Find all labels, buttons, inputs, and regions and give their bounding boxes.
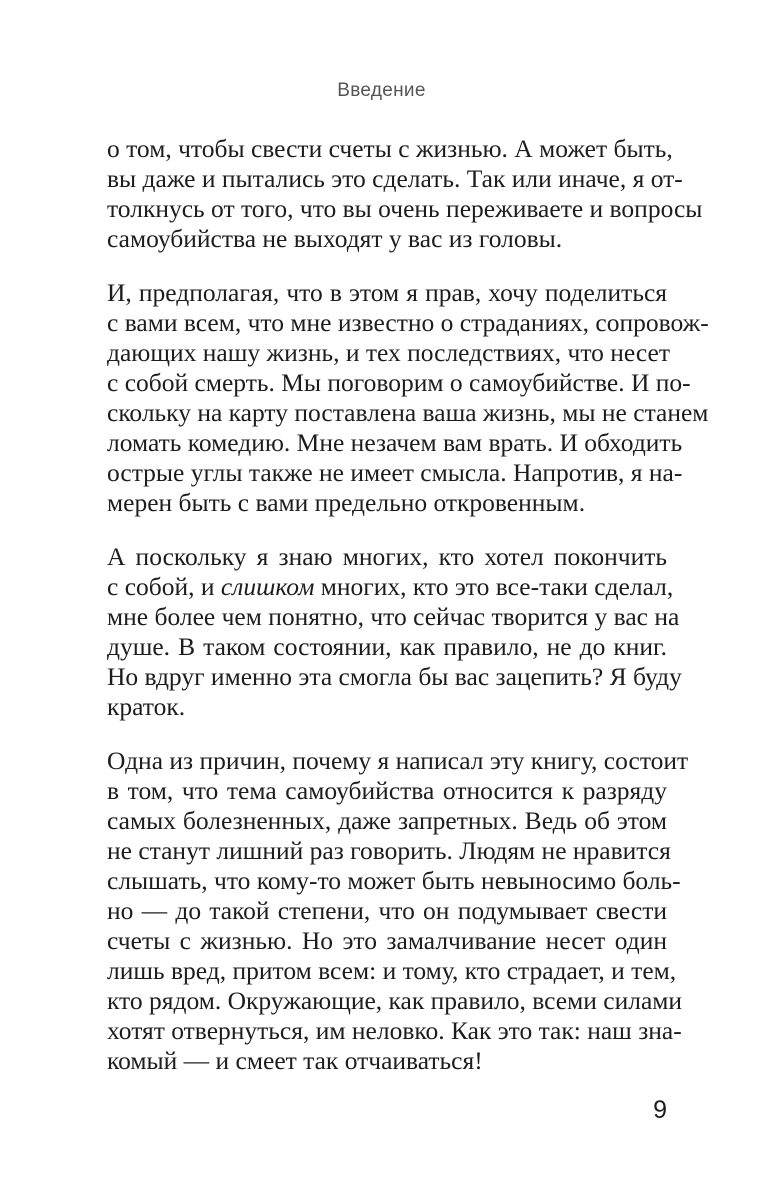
text-line: краток.: [107, 692, 186, 721]
text-line: мерен быть с вами предельно откровенным.: [107, 488, 586, 517]
text-line: не станут лишний раз говорить. Людям не нравится: [107, 836, 671, 865]
text-line: счеты с жизнью. Но это замалчивание несет один: [107, 926, 667, 955]
text-line: И, предполагая, что в этом я прав, хочу поделиться: [107, 278, 667, 307]
text-line: но — до такой степени, что он подумывает свести: [107, 896, 667, 925]
text-line: в том, что тема самоубийства относится к разряду: [107, 776, 667, 805]
text-line: о том, чтобы свести счеты с жизнью. А может быть,: [107, 134, 673, 163]
text-line: дающих нашу жизнь, и тех последствиях, что несет: [107, 338, 670, 367]
emphasis-word: слишком: [220, 572, 315, 601]
text-line: хотят отвернуться, им неловко. Как это так: наш зна-: [107, 1016, 682, 1045]
text-line: лишь вред, притом всем: и тому, кто страдает, и тем,: [107, 956, 677, 985]
page-number: 9: [653, 1096, 667, 1124]
text-line: душе. В таком состоянии, как правило, не до книг.: [107, 632, 667, 661]
text-line: острые углы также не имеет смысла. Напротив, я на-: [107, 458, 683, 487]
text-line: Но вдруг именно эта смогла бы вас зацепить? Я буду: [107, 662, 682, 691]
text-line: слышать, что кому-то может быть невыносимо боль-: [107, 866, 681, 895]
running-head: Введение: [337, 80, 426, 101]
paragraph-3: [107, 542, 682, 722]
text-line: кто рядом. Окружающие, как правило, всеми силами: [107, 986, 683, 1015]
text-segment: с собой, и: [107, 572, 221, 601]
text-line: скольку на карту поставлена ваша жизнь, мы не станем: [107, 398, 709, 427]
text-line: вы даже и пытались это сделать. Так или иначе, я от-: [107, 164, 683, 193]
text-line: толкнусь от того, что вы очень переживаете и вопросы: [107, 194, 703, 223]
text-line: ломать комедию. Мне незачем вам врать. И обходить: [107, 428, 683, 457]
text-line: самых болезненных, даже запретных. Ведь об этом: [107, 806, 667, 835]
text-line: с собой смерть. Мы поговорим о самоубийстве. И по-: [107, 368, 691, 397]
paragraph-4: [107, 746, 689, 1076]
text-line: комый — и смеет так отчаиваться!: [107, 1046, 483, 1075]
text-line: мне более чем понятно, что сейчас творится у вас на: [107, 602, 680, 631]
paragraph-2: [107, 278, 709, 518]
text-segment: многих, кто это все-таки сделал,: [314, 572, 674, 601]
text-line: Одна из причин, почему я написал эту книгу, состоит: [107, 746, 689, 775]
text-line: А поскольку я знаю многих, кто хотел покончить: [107, 542, 667, 571]
text-line: с вами всем, что мне известно о страданиях, сопровож-: [107, 308, 709, 337]
text-line: самоубийства не выходят у вас из головы.: [107, 224, 563, 253]
body-text: [107, 134, 709, 1100]
text-line-with-emphasis: [107, 572, 674, 602]
paragraph-1: [107, 134, 703, 254]
